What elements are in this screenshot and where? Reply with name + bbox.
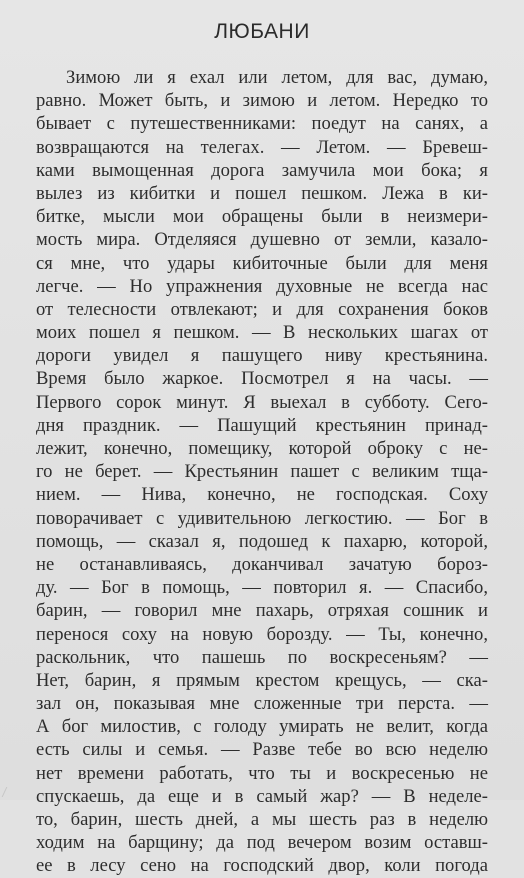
text-line: ся мне, что удары кибиточные были для меня [36,252,488,274]
text-line: ками вымощенная дорога замучила мои бока; я [36,159,488,181]
text-line: ду. — Бог в помощь, — повторил я. — Спасибо, [36,577,488,599]
text-line: моих пошел я пешком. — В нескольких шагах от [36,322,488,344]
text-line: нием. — Нива, конечно, не господская. Соху [36,484,488,506]
text-line: бывает с путешественниками: поедут на санях, а [36,113,488,135]
text-line: от телесности отвлекают; и для сохранения боков [36,298,488,320]
text-line: возвращаются на телегах. — Летом. — Бревеш- [36,136,488,158]
text-line: ходим на барщину; да под вечером возим оставш- [36,832,488,854]
text-line: не останавливаясь, доканчивал зачатую бороз- [36,553,488,575]
text-line: дороги увидел я пашущего ниву крестьянина. [36,345,488,367]
text-line: Зимою ли я ехал или летом, для вас, думаю, [66,67,488,88]
text-line: лежит, конечно, помещику, которой оброку с не- [36,438,488,459]
text-line: вылез из кибитки и пошел пешком. Лежа в ки- [36,182,488,204]
text-line: нет времени работать, что ты и воскресенью не [36,762,488,784]
text-line: Первого сорок минут. Я выехал в субботу. Сего- [36,391,488,413]
text-line: А бог милостив, с голоду умирать не велит, когда [36,716,488,738]
text-line: Нет, барин, я прямым крестом крещусь, — ска- [36,669,488,691]
body-text [36,66,488,878]
text-line: битке, мысли мои обращены были в неизмери- [36,206,488,228]
text-line: то, барин, шесть дней, а мы шесть раз в неделю [36,809,488,830]
text-line: помощь, — сказал я, подошед к пахарю, которой, [36,530,488,552]
text-line: зал он, показывая мне сложенные три перста. — [36,693,488,715]
text-line: го не берет. — Крестьянин пашет с великим тща- [36,461,488,483]
text-line: перенося соху на новую борозду. — Ты, конечно, [36,623,488,645]
text-line: Время было жаркое. Посмотрел я на часы. — [36,368,488,390]
text-line: есть силы и семья. — Разве тебе во всю неделю [36,739,488,761]
text-line: поворачивает с удивительною легкостию. — Бог в [36,507,488,529]
text-line: раскольник, что пашешь по воскресеньям? — [36,646,488,668]
text-line: дня праздник. — Пашущий крестьянин принад- [36,414,488,436]
chapter-title: ЛЮБАНИ [214,20,310,43]
text-line: равно. Может быть, и зимою и летом. Нередко то [36,90,488,112]
page-edge-mark [2,787,15,797]
text-line: спускаешь, да еще и в самый жар? — В неделе- [36,785,488,807]
text-line: мость мира. Отделяяся душевно от земли, казало- [36,229,488,251]
text-line: ее в лесу сено на господский двор, коли погода [36,855,488,877]
text-line: легче. — Но упражнения духовные не всегда нас [36,275,488,297]
text-line: барин, — говорил мне пахарь, отряхая сошник и [36,600,488,622]
